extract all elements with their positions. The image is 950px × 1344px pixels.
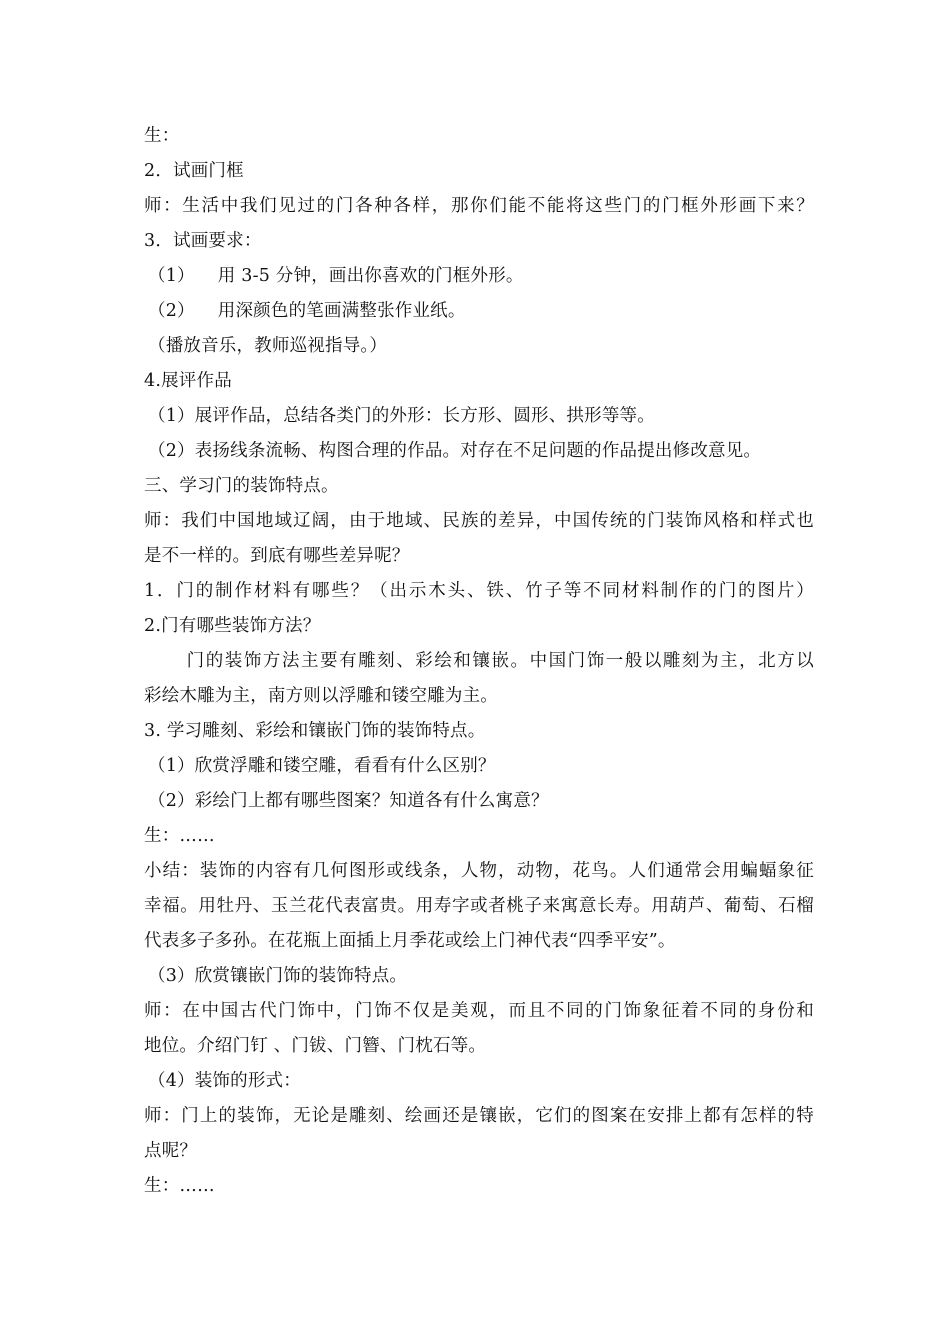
paragraph-line: 师：门上的装饰，无论是雕刻、绘画还是镶嵌，它们的图案在安排上都有怎样的特 bbox=[144, 1106, 814, 1126]
paragraph-line: 师：在中国古代门饰中，门饰不仅是美观，而且不同的门饰象征着不同的身份和 bbox=[144, 1001, 814, 1021]
list-item: （4）装饰的形式： bbox=[148, 1071, 301, 1091]
paragraph-line: 门的装饰方法主要有雕刻、彩绘和镶嵌。中国门饰一般以雕刻为主，北方以 bbox=[144, 651, 814, 671]
paragraph-line: （播放音乐，教师巡视指导。） bbox=[148, 336, 388, 356]
section-heading: 2.门有哪些装饰方法？ bbox=[144, 616, 321, 636]
paragraph-line: 幸福。用牡丹、玉兰花代表富贵。用寿字或者桃子来寓意长寿。用葫芦、葡萄、石榴 bbox=[144, 896, 814, 916]
paragraph-line: 地位。介绍门钉 、门钹、门簪、门枕石等。 bbox=[144, 1036, 487, 1056]
list-item: （1）欣赏浮雕和镂空雕，看看有什么区别？ bbox=[148, 756, 496, 776]
list-item: （2）表扬线条流畅、构图合理的作品。对存在不足问题的作品提出修改意见。 bbox=[148, 441, 762, 461]
section-heading: 4.展评作品 bbox=[144, 371, 232, 391]
paragraph-line: 生：…… bbox=[144, 1176, 215, 1196]
section-heading: 3. 学习雕刻、彩绘和镶嵌门饰的装饰特点。 bbox=[144, 721, 486, 741]
list-item: （1）展评作品，总结各类门的外形：长方形、圆形、拱形等等。 bbox=[148, 406, 655, 426]
section-heading: 2．试画门框 bbox=[144, 161, 244, 181]
paragraph-line: 点呢？ bbox=[144, 1141, 198, 1161]
paragraph-line: 是不一样的。到底有哪些差异呢？ bbox=[144, 546, 410, 566]
paragraph-line: 师：我们中国地域辽阔，由于地域、民族的差异，中国传统的门装饰风格和样式也 bbox=[144, 511, 814, 531]
list-item: （3）欣赏镶嵌门饰的装饰特点。 bbox=[148, 966, 408, 986]
paragraph-line: 1．门的制作材料有哪些？（出示木头、铁、竹子等不同材料制作的门的图片） bbox=[144, 581, 814, 601]
list-item: （1） 用 3-5 分钟，画出你喜欢的门框外形。 bbox=[148, 266, 524, 286]
list-item: （2） 用深颜色的笔画满整张作业纸。 bbox=[148, 301, 466, 321]
list-item: （2）彩绘门上都有哪些图案？知道各有什么寓意？ bbox=[148, 791, 549, 811]
paragraph-line: 生：…… bbox=[144, 826, 215, 846]
paragraph-line: 小结：装饰的内容有几何图形或线条，人物，动物，花鸟。人们通常会用蝙蝠象征 bbox=[144, 861, 814, 881]
section-heading: 3．试画要求： bbox=[144, 231, 262, 251]
paragraph-line: 生： bbox=[144, 126, 180, 146]
paragraph-line: 师：生活中我们见过的门各种各样，那你们能不能将这些门的门框外形画下来？ bbox=[144, 196, 814, 216]
paragraph-line: 彩绘木雕为主，南方则以浮雕和镂空雕为主。 bbox=[144, 686, 498, 706]
paragraph-line: 代表多子多孙。在花瓶上面插上月季花或绘上门神代表“四季平安”。 bbox=[144, 931, 676, 951]
section-heading: 三、学习门的装饰特点。 bbox=[144, 476, 339, 496]
